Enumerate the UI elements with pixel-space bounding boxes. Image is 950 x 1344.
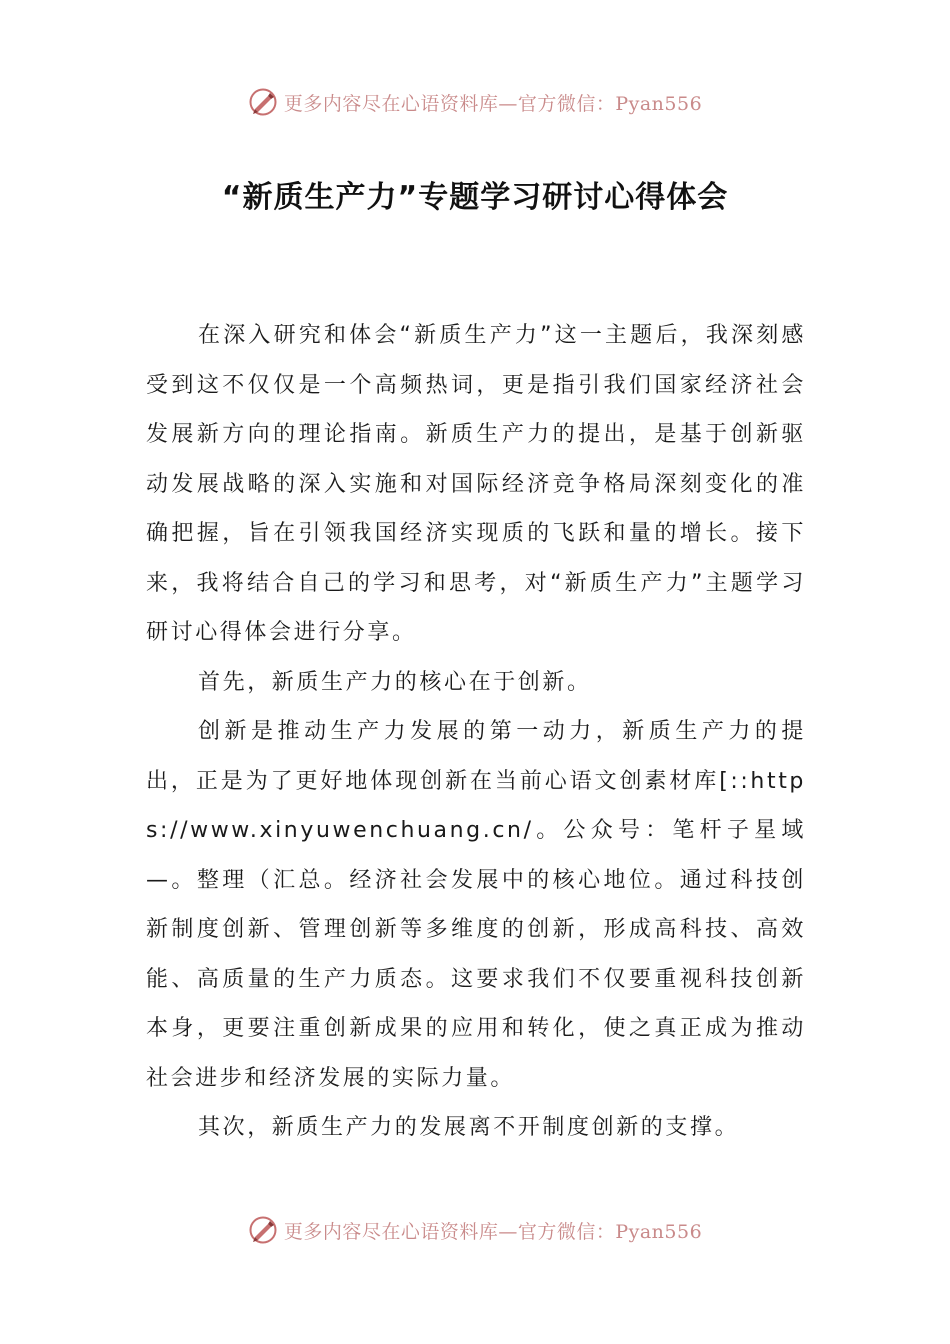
pen-logo-icon — [248, 1215, 278, 1245]
paragraph: 创新是推动生产力发展的第一动力，新质生产力的提出，正是为了更好地体现创新在当前心语文创素材库[::https://www.xinyuwenchuang.cn/。公众号：笔杆子星域—。整理（汇总。经济社会发展中的核心地位。通过科技创新制度创新、管理创新等多维度的创新，形成高科技、高效能、高质量的生产力质态。这要求我们不仅要重视科技创新本身，更要注重创新成果的应用和转化，使之真正成为推动社会进步和经济发展的实际力量。 — [146, 719, 806, 1091]
paragraph: 在深入研究和体会“新质生产力”这一主题后，我深刻感受到这不仅仅是一个高频热词，更是指引我们国家经济社会发展新方向的理论指南。新质生产力的提出，是基于创新驱动发展战略的深入实施和对国际经济竞争格局深刻变化的准确把握，旨在引领我国经济实现质的飞跃和量的增长。接下来，我将结合自己的学习和思考，对“新质生产力”主题学习研讨心得体会进行分享。 — [146, 323, 806, 645]
footer-banner — [0, 1210, 950, 1250]
footer-banner-text: 更多内容尽在心语资料库—官方微信：Pyan556 — [283, 1220, 703, 1243]
pen-logo-icon — [248, 87, 278, 117]
header-banner-text: 更多内容尽在心语资料库—官方微信：Pyan556 — [283, 92, 703, 115]
paragraph: 首先，新质生产力的核心在于创新。 — [198, 669, 592, 695]
paragraph: 其次，新质生产力的发展离不开制度创新的支撑。 — [198, 1115, 740, 1140]
document-title: “新质生产力”专题学习研讨心得体会 — [221, 180, 729, 215]
header-banner — [0, 82, 950, 122]
document-body — [146, 311, 806, 1153]
